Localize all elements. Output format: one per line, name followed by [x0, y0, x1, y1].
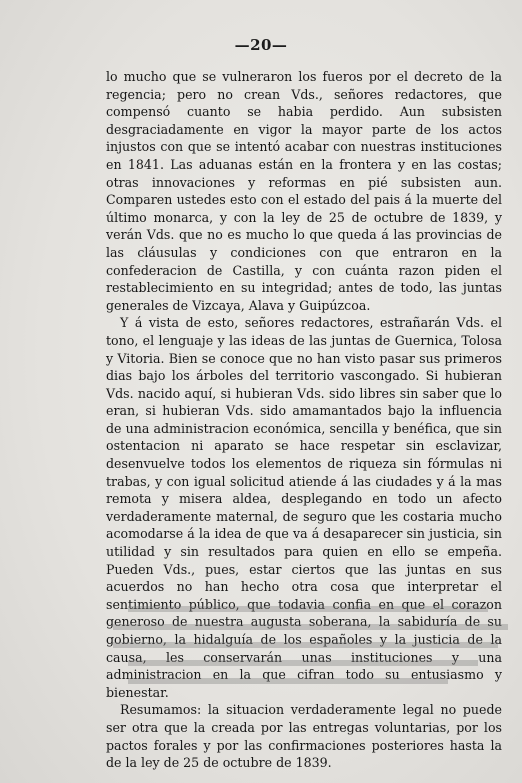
- paragraph-1: lo mucho que se vulneraron los fueros por el decreto de la regencia; pero no crean Vds., señores redactores, que compensó cuanto se habia perdido. Aun subsisten desgraciadamente en vigor la mayor parte de los actos injustos con que se intentó acabar con nuestras instituciones en 1841. Las aduanas están en la frontera y en las costas; otras innovaciones y reformas en pié subsisten aun. Comparen ustedes esto con el estado del pais á la muerte del último monarca, y con la ley de 25 de octubre de 1839, y verán Vds. que no es mucho lo que queda á las provincias de las cláusulas y condiciones con que entraron en la confederacion de Castilla, y con cuánta razon piden el restablecimiento en su integridad; antes de todo, las juntas generales de Vizcaya, Alava y Guipúzcoa.: [106, 69, 502, 313]
- show-through-lines: [108, 602, 508, 692]
- show-through-texture: [108, 602, 508, 692]
- paragraph-3: Resumamos: la situacion verdaderamente legal no puede ser otra que la creada por las entregas voluntarias, por los pactos forales y por las confirmaciones posteriores hasta la de la ley de 25 de octubre de 1839.: [106, 702, 502, 771]
- paragraph-2: Y á vista de esto, señores redactores, estrañarán Vds. el tono, el lenguaje y las ideas de las juntas de Guernica, Tolosa y Vitoria. Bien se conoce que no han visto pasar sus primeros dias bajo los árboles del territorio vascongado. Si hubieran Vds. nacido aquí, si hubieran Vds. sido libres sin saber que lo eran, si hubieran Vds. sido amamantados bajo la influencia de una administracion económica, sencilla y benéfica, que sin ostentacion ni aparato se hace respetar sin esclavizar, desenvuelve todos los elementos de riqueza sin fórmulas ni trabas, y con igual solicitud atiende á las ciudades y á la mas remota y misera aldea, desplegando en todo un afecto verdaderamente maternal, de seguro que les costaria mucho acomodarse á la idea de que va á desaparecer sin justicia, sin utilidad y sin resultados para quien en ello se empeña. Pueden Vds., pues, estar ciertos que las juntas en sus acuerdos no han hecho otra cosa que interpretar el sentimiento público, que todavia confia en que el corazon generoso de nuestra augusta soberana, la sabiduría de su gobierno, la hidalguía de los españoles y la justicia de la causa, les conservarán unas instituciones y una administracion en la que cifran todo su entusiasmo y bienestar.: [106, 315, 502, 700]
- page-number: —20—: [234, 36, 288, 54]
